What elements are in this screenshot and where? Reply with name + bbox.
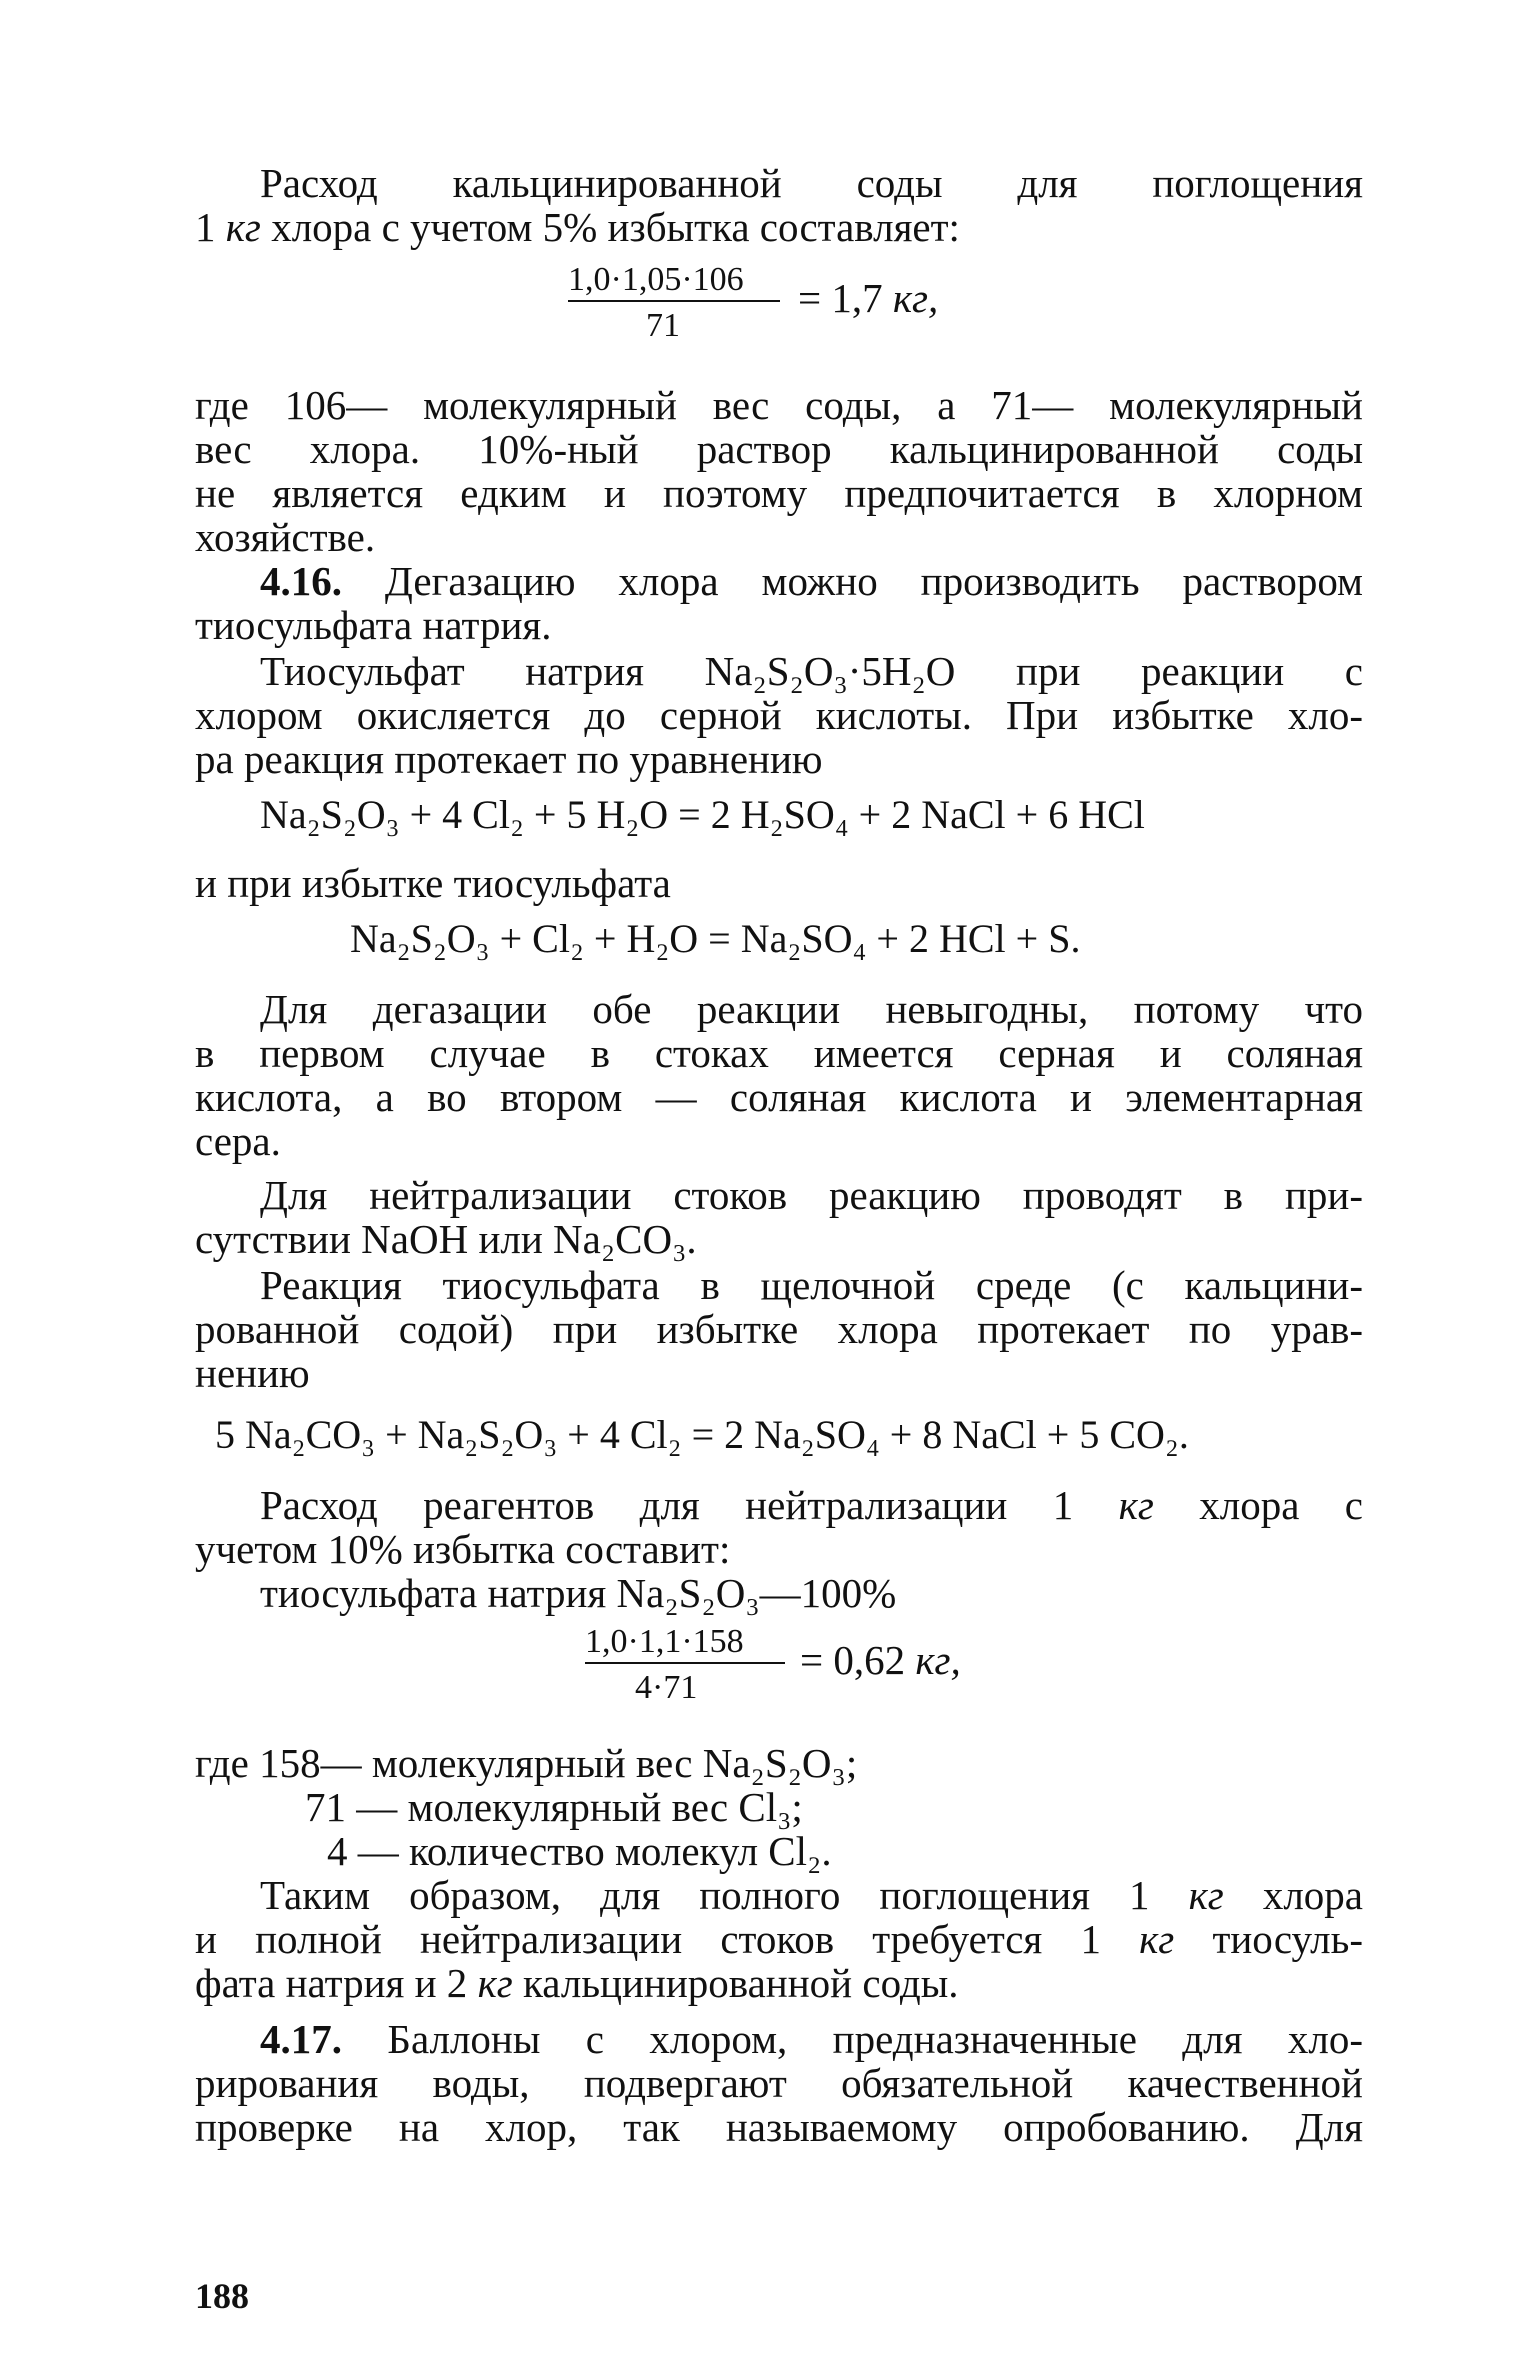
- unit: кг: [477, 1960, 513, 2006]
- text: Для дегазации обе реакции невыгодны, потому что: [260, 986, 1363, 1032]
- text: Расход реагентов для нейтрализации 1: [260, 1482, 1119, 1528]
- text: хлора с учетом 5% избытка составляет:: [260, 204, 960, 250]
- paragraph-line: [195, 1960, 1363, 2006]
- paragraph-line: [195, 2016, 1363, 2062]
- paragraph-line: [195, 602, 1363, 648]
- paragraph-line: [195, 1482, 1363, 1528]
- paragraph-line: [195, 2104, 1363, 2150]
- paragraph-line: [195, 470, 1363, 516]
- paragraph-line: [195, 1828, 1363, 1874]
- text: где 106— молекулярный вес соды, а 71— молекулярный: [195, 382, 1363, 428]
- formula-result: = 1,7: [798, 275, 893, 321]
- paragraph-line: [195, 1916, 1363, 1962]
- fraction-bar: [585, 1662, 785, 1664]
- formula-denominator: 4·71: [635, 1669, 698, 1706]
- text: сутствии NaOH или Na₂CO₃.: [195, 1216, 697, 1262]
- paragraph-line: [195, 692, 1363, 738]
- text: Таким образом, для полного поглощения 1: [260, 1872, 1189, 1918]
- paragraph-line: [195, 382, 1363, 428]
- paragraph-line: [195, 1030, 1363, 1076]
- text: Дегазацию хлора можно производить раствором: [342, 558, 1363, 604]
- paragraph-line: [195, 1074, 1363, 1120]
- text: тиосульфата натрия Na₂S₂O₃—100%: [260, 1570, 897, 1616]
- paragraph-line: [195, 1172, 1363, 1218]
- paragraph-line: [195, 1570, 1363, 1616]
- text: Баллоны с хлором, предназначенные для хло-: [342, 2016, 1363, 2062]
- text: и при избытке тиосульфата: [195, 860, 671, 906]
- paragraph-line: [195, 426, 1363, 472]
- paragraph-line: [195, 986, 1363, 1032]
- chemical-equation: Na₂S₂O₃ + Cl₂ + H₂O = Na₂SO₄ + 2 HCl + S.: [350, 916, 1081, 961]
- fraction-bar: [568, 300, 780, 302]
- text: сера.: [195, 1118, 281, 1164]
- text: где 158— молекулярный вес Na₂S₂O₃;: [195, 1740, 858, 1786]
- paragraph-line: [195, 1784, 1363, 1830]
- text: кальцинированной соды.: [512, 1960, 959, 2006]
- text: Тиосульфат натрия Na₂S₂O₃·5H₂O при реакции с: [260, 648, 1363, 694]
- text: фата натрия и 2: [195, 1960, 478, 2006]
- paragraph-line: [195, 204, 1363, 250]
- paragraph-line: [195, 558, 1363, 604]
- text: хлора с: [1153, 1482, 1363, 1528]
- paragraph-line: [195, 1262, 1363, 1308]
- formula-numerator: 1,0·1,05·106: [568, 261, 744, 298]
- section-number: 4.17.: [260, 2016, 342, 2062]
- text: тиосульфата натрия.: [195, 602, 552, 648]
- formula-numerator: 1,0·1,1·158: [585, 1623, 744, 1660]
- text: проверке на хлор, так называемому опробованию. Для: [195, 2104, 1363, 2150]
- page-number: 188: [195, 2276, 249, 2316]
- text: не является едким и поэтому предпочитается в хлорном: [195, 470, 1363, 516]
- text: и полной нейтрализации стоков требуется 1: [195, 1916, 1140, 1962]
- text: 1: [195, 204, 226, 250]
- text: рованной содой) при избытке хлора протекает по урав-: [195, 1306, 1363, 1352]
- paragraph-line: [195, 1350, 1363, 1396]
- text: хозяйстве.: [195, 514, 376, 560]
- unit: кг,: [892, 275, 939, 321]
- chemical-equation: Na₂S₂O₃ + 4 Cl₂ + 5 H₂O = 2 H₂SO₄ + 2 NaCl + 6 HCl: [260, 792, 1145, 837]
- chemical-equation: 5 Na₂CO₃ + Na₂S₂O₃ + 4 Cl₂ = 2 Na₂SO₄ + 8 NaCl + 5 CO₂.: [215, 1412, 1189, 1457]
- paragraph-line: [195, 648, 1363, 694]
- text: Для нейтрализации стоков реакцию проводят в при-: [260, 1172, 1363, 1218]
- paragraph-line: [195, 736, 1363, 782]
- paragraph-line: [195, 1118, 1363, 1164]
- paragraph-line: [195, 860, 1363, 906]
- paragraph-line: [195, 1740, 1363, 1786]
- section-number: 4.16.: [260, 558, 342, 604]
- paragraph-line: [195, 1306, 1363, 1352]
- paragraph-line: [195, 160, 1363, 206]
- text: учетом 10% избытка составит:: [195, 1526, 731, 1572]
- formula-denominator: 71: [646, 307, 680, 344]
- unit: кг: [1118, 1482, 1154, 1528]
- text: кислота, а во втором — соляная кислота и элементарная: [195, 1074, 1363, 1120]
- text: вес хлора. 10%-ный раствор кальцинированной соды: [195, 426, 1363, 472]
- text: рирования воды, подвергают обязательной качественной: [195, 2060, 1363, 2106]
- unit: кг: [1139, 1916, 1175, 1962]
- paragraph-line: [195, 1526, 1363, 1572]
- text: 4 — количество молекул Cl₂.: [327, 1828, 832, 1874]
- paragraph-line: [195, 514, 1363, 560]
- text: ра реакция протекает по уравнению: [195, 736, 823, 782]
- unit: кг,: [915, 1637, 961, 1683]
- unit: кг: [225, 204, 261, 250]
- unit: кг: [1188, 1872, 1224, 1918]
- paragraph-line: [195, 2060, 1363, 2106]
- text: Расход кальцинированной соды для поглощения: [260, 160, 1363, 206]
- paragraph-line: [195, 1872, 1363, 1918]
- text: тиосуль-: [1174, 1916, 1363, 1962]
- text: хлора: [1223, 1872, 1363, 1918]
- text: нению: [195, 1350, 310, 1396]
- text: в первом случае в стоках имеется серная и соляная: [195, 1030, 1363, 1076]
- text: Реакция тиосульфата в щелочной среде (с кальцини-: [260, 1262, 1363, 1308]
- paragraph-line: [195, 1216, 1363, 1262]
- text: 71 — молекулярный вес Cl₃;: [305, 1784, 803, 1830]
- text: хлором окисляется до серной кислоты. При избытке хло-: [195, 692, 1363, 738]
- formula-result: = 0,62: [800, 1637, 916, 1683]
